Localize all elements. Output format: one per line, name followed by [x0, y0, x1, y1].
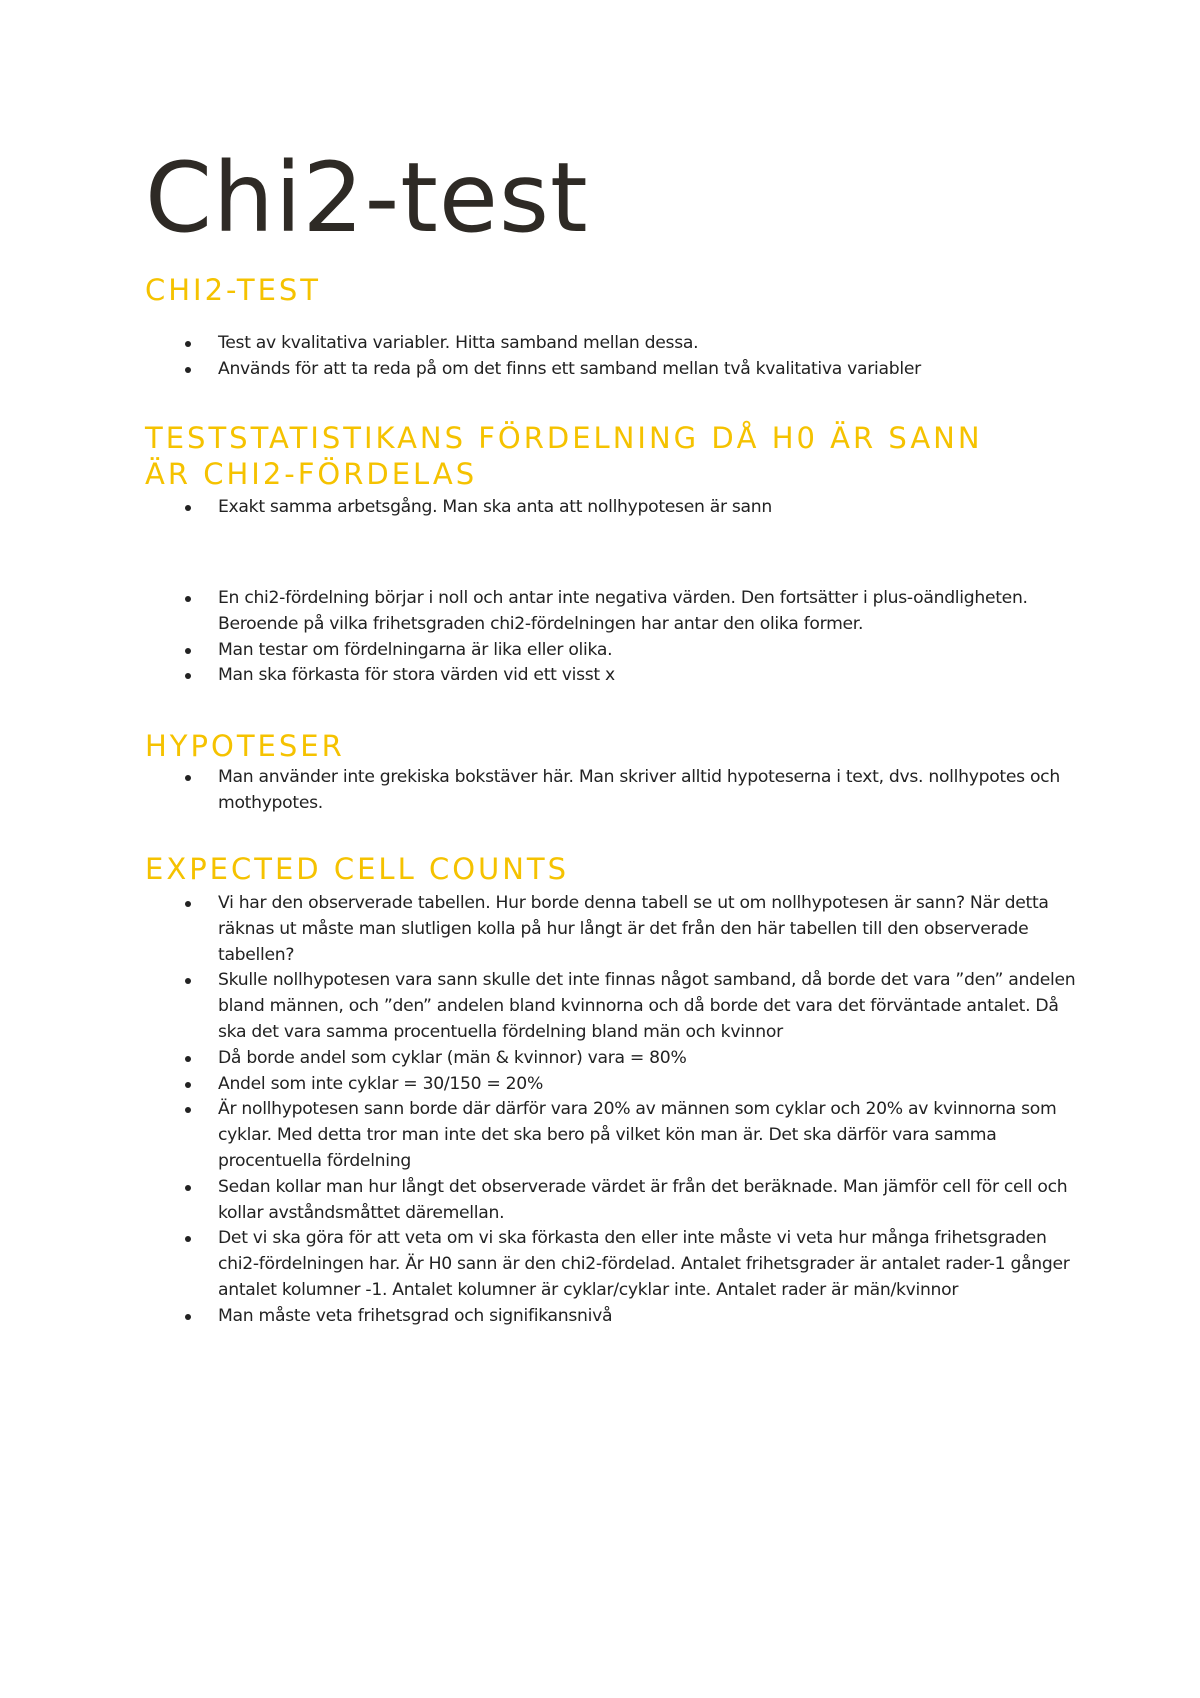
bullet-icon: [185, 901, 191, 907]
list-item-text: Exakt samma arbetsgång. Man ska anta att nollhypotesen är sann: [218, 497, 772, 517]
document-title: Chi2-test: [145, 142, 589, 254]
list-item-text: Vi har den observerade tabellen. Hur borde denna tabell se ut om nollhypotesen är sann? När detta räknas ut måste man slutligen kolla på hur långt är det från den här tabellen till den observerade tabellen?: [218, 893, 1049, 965]
bullet-icon: [185, 505, 191, 511]
bullet-icon: [185, 673, 191, 679]
list-item: [145, 1304, 1085, 1330]
bullet-icon: [185, 1056, 191, 1062]
bullet-list-chi2-test: [145, 331, 1085, 383]
list-item: [145, 357, 1085, 383]
bullet-icon: [185, 775, 191, 781]
list-item: [145, 1072, 1085, 1098]
bullet-icon: [185, 1236, 191, 1242]
heading-expected-cell-counts: EXPECTED CELL COUNTS: [145, 852, 570, 886]
list-item: [145, 765, 1085, 817]
bullet-icon: [185, 1314, 191, 1320]
bullet-list-expected-cell-counts: [145, 891, 1085, 1330]
list-item: [145, 1175, 1085, 1227]
bullet-list-fordelning: [145, 586, 1085, 689]
bullet-icon: [185, 596, 191, 602]
heading-teststatistikans-line1: TESTSTATISTIKANS FÖRDELNING DÅ H0 ÄR SANN: [145, 421, 983, 455]
heading-chi2-test: CHI2-TEST: [145, 273, 322, 307]
bullet-list-teststatistikans: [145, 495, 1085, 521]
list-item-text: Skulle nollhypotesen vara sann skulle det inte finnas något samband, då borde det vara ”den” andelen bland männen, och ”den” andelen bland kvinnorna och då borde det vara det förväntade antalet. Då ska det vara samma procentuella fördelning bland män och kvinnor: [218, 970, 1076, 1042]
heading-teststatistikans-line2: ÄR CHI2-FÖRDELAS: [145, 457, 478, 491]
list-item-text: Andel som inte cyklar = 30/150 = 20%: [218, 1073, 543, 1094]
list-item-text: Är nollhypotesen sann borde där därför vara 20% av männen som cyklar och 20% av kvinnorna som cyklar. Med detta tror man inte det ska bero på vilket kön man är. Det ska därför vara samma procentuella fördelning: [218, 1099, 1057, 1171]
list-item: [145, 638, 1085, 664]
list-item-text: Man testar om fördelningarna är lika eller olika.: [218, 639, 613, 660]
bullet-icon: [185, 1107, 191, 1113]
list-item-text: Man måste veta frihetsgrad och signifikansnivå: [218, 1305, 613, 1326]
bullet-icon: [185, 1185, 191, 1191]
list-item: [145, 968, 1085, 1045]
list-item-text: Test av kvalitativa variabler. Hitta samband mellan dessa.: [218, 333, 699, 353]
list-item-text: Man använder inte grekiska bokstäver här. Man skriver alltid hypoteserna i text, dvs. nollhypotes och mothypotes.: [218, 767, 1060, 813]
list-item: [145, 495, 1085, 521]
list-item: [145, 891, 1085, 968]
list-item-text: Man ska förkasta för stora värden vid ett visst x: [218, 665, 615, 686]
bullet-icon: [185, 341, 191, 347]
list-item-text: En chi2-fördelning börjar i noll och antar inte negativa värden. Den fortsätter i plus-oändligheten. Beroende på vilka frihetsgraden chi2-fördelningen har antar den olika former.: [218, 588, 1028, 634]
list-item: [145, 331, 1085, 357]
bullet-icon: [185, 648, 191, 654]
bullet-icon: [185, 978, 191, 984]
list-item-text: Det vi ska göra för att veta om vi ska förkasta den eller inte måste vi veta hur många frihetsgraden chi2-fördelningen har. Är H0 sann är den chi2-fördelad. Antalet frihetsgrader är antalet rader-1 gånger antalet kolumner -1. Antalet kolumner är cyklar/cyklar inte. Antalet rader är män/kvinnor: [218, 1228, 1070, 1300]
bullet-icon: [185, 367, 191, 373]
list-item-text: Används för att ta reda på om det finns ett samband mellan två kvalitativa variabler: [218, 358, 921, 379]
list-item-text: Sedan kollar man hur långt det observerade värdet är från det beräknade. Man jämför cell för cell och kollar avståndsmåttet däremellan.: [218, 1176, 1068, 1223]
heading-hypoteser: HYPOTESER: [145, 729, 345, 763]
list-item: [145, 1226, 1085, 1303]
list-item: [145, 663, 1085, 689]
list-item: [145, 586, 1085, 638]
list-item: [145, 1097, 1085, 1174]
bullet-icon: [185, 1082, 191, 1088]
list-item: [145, 1046, 1085, 1072]
bullet-list-hypoteser: [145, 765, 1085, 817]
list-item-text: Då borde andel som cyklar (män & kvinnor) vara = 80%: [218, 1047, 687, 1068]
